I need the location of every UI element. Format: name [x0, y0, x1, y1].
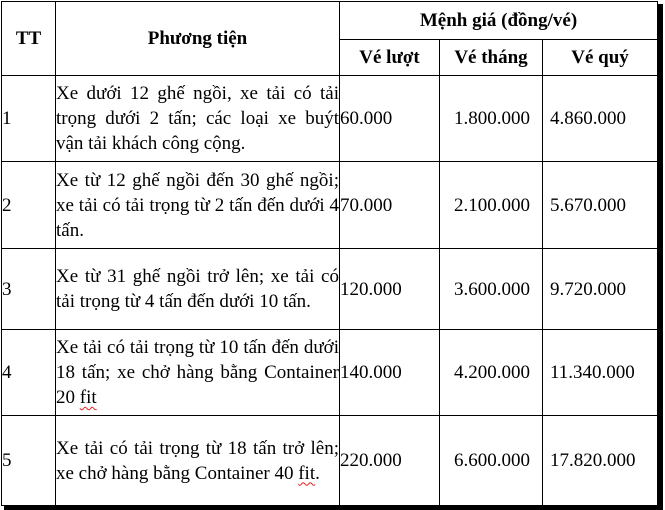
- spellcheck-marked-word: fit: [298, 462, 316, 484]
- quarterly-ticket-price: 11.340.000: [543, 330, 658, 416]
- vehicle-description: Xe dưới 12 ghế ngồi, xe tải có tải trọng dưới 2 tấn; các loại xe buýt vận tải khách công cộng.: [56, 76, 340, 162]
- vehicle-description: [56, 416, 340, 506]
- row-number: 2: [2, 162, 56, 249]
- quarterly-ticket-price: 17.820.000: [543, 416, 658, 506]
- row-number: 4: [2, 330, 56, 416]
- vehicle-text: Xe tải có tải trọng từ 10 tấn đến dưới 18 tấn; xe chở hàng bằng Container 20: [56, 337, 339, 408]
- vehicle-description: Xe từ 12 ghế ngồi đến 30 ghế ngồi; xe tải có tải trọng từ 2 tấn đến dưới 4 tấn.: [56, 162, 340, 249]
- row-number: 5: [2, 416, 56, 506]
- monthly-ticket-price: 4.200.000: [440, 330, 543, 416]
- quarterly-ticket-price: 9.720.000: [543, 249, 658, 330]
- monthly-ticket-price: 3.600.000: [440, 249, 543, 330]
- table-row: [2, 330, 658, 416]
- vehicle-text: Xe tải có tải trọng từ 18 tấn trở lên; xe chở hàng bằng Container 40: [56, 437, 339, 484]
- table-row: [2, 162, 658, 249]
- table-row: [2, 416, 658, 506]
- header-single-ticket: Vé lượt: [340, 40, 440, 76]
- header-quarterly-ticket: Vé quý: [543, 40, 658, 76]
- row-number: 3: [2, 249, 56, 330]
- row-number: 1: [2, 76, 56, 162]
- spellcheck-marked-word: fit: [79, 387, 97, 408]
- monthly-ticket-price: 1.800.000: [440, 76, 543, 162]
- toll-fee-table: [1, 1, 658, 506]
- quarterly-ticket-price: 5.670.000: [543, 162, 658, 249]
- header-tt: TT: [2, 2, 56, 76]
- monthly-ticket-price: 6.600.000: [440, 416, 543, 506]
- vehicle-description: Xe từ 31 ghế ngồi trở lên; xe tải có tải trọng từ 4 tấn đến dưới 10 tấn.: [56, 249, 340, 330]
- vehicle-text-end: .: [315, 462, 320, 484]
- header-vehicle: Phương tiện: [56, 2, 340, 76]
- header-denomination: Mệnh giá (đồng/vé): [340, 2, 658, 40]
- single-ticket-price: 120.000: [340, 249, 440, 330]
- monthly-ticket-price: 2.100.000: [440, 162, 543, 249]
- table-row: [2, 76, 658, 162]
- table-row: [2, 249, 658, 330]
- single-ticket-price: 60.000: [340, 76, 440, 162]
- single-ticket-price: 140.000: [340, 330, 440, 416]
- single-ticket-price: 220.000: [340, 416, 440, 506]
- header-monthly-ticket: Vé tháng: [440, 40, 543, 76]
- vehicle-description: [56, 330, 340, 416]
- quarterly-ticket-price: 4.860.000: [543, 76, 658, 162]
- single-ticket-price: 70.000: [340, 162, 440, 249]
